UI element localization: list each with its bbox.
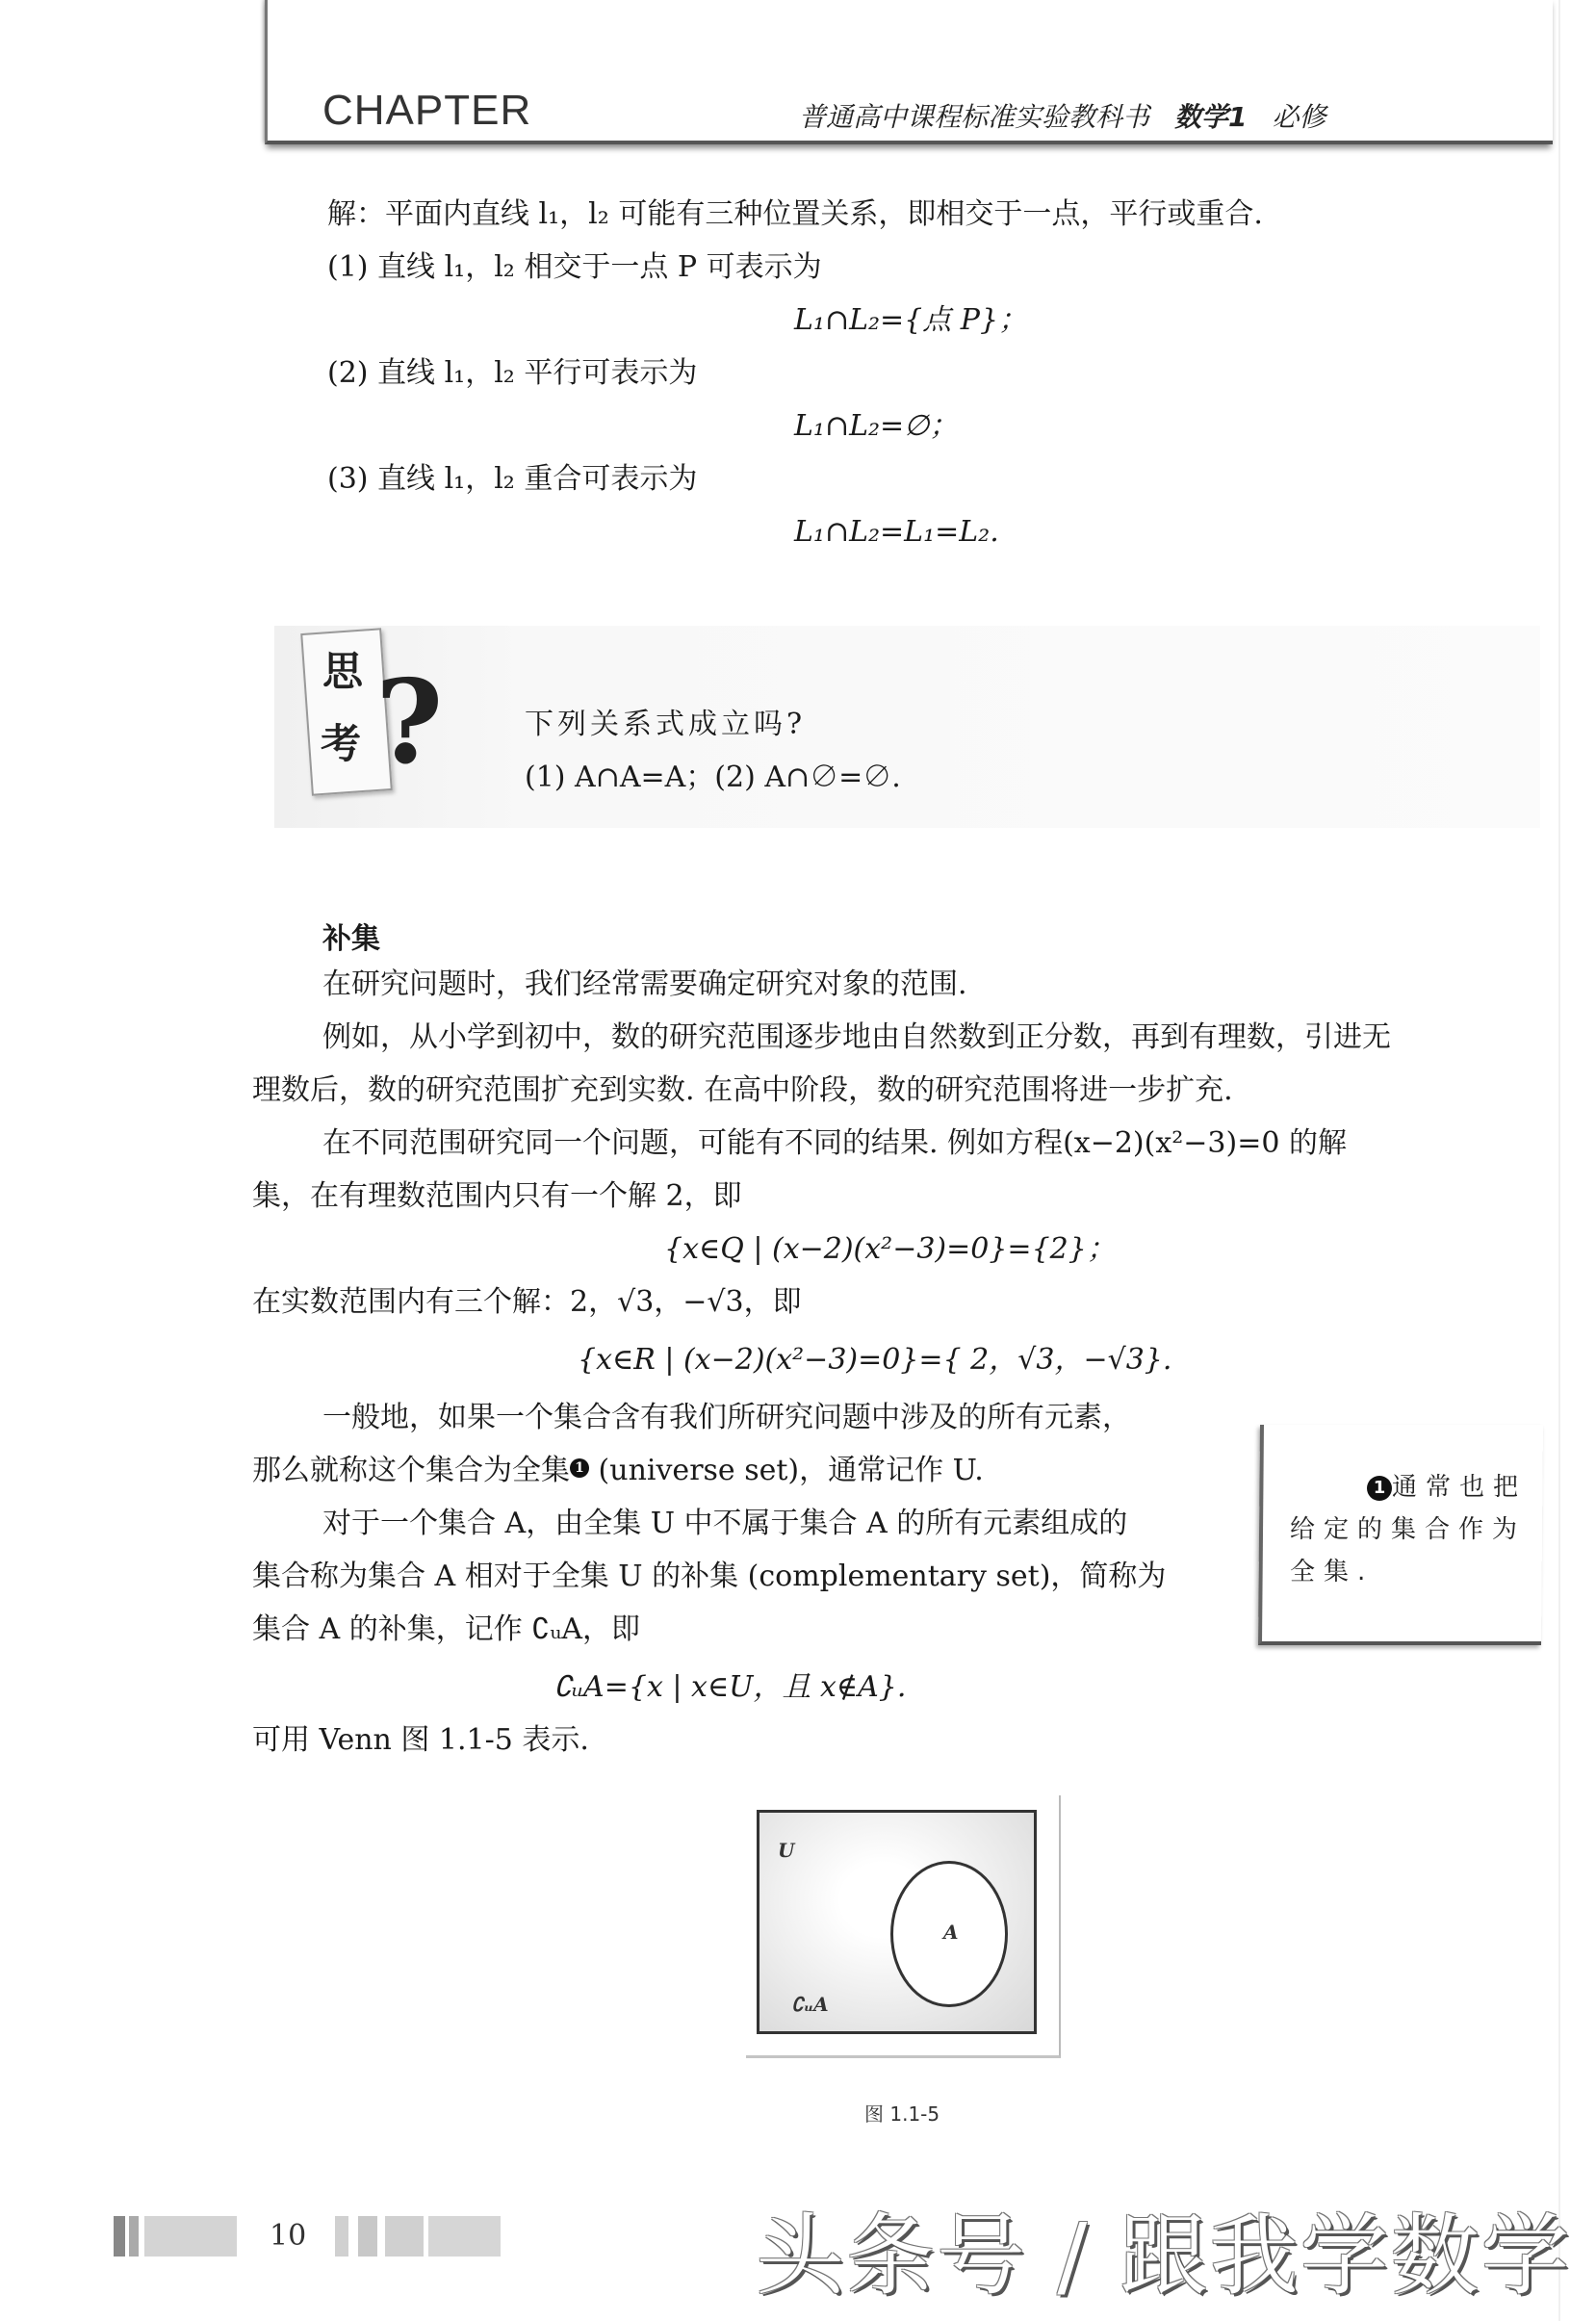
footer-bar-mid bbox=[129, 2216, 139, 2257]
book-series: 普通高中课程标准实验教科书 bbox=[799, 101, 1150, 133]
universe-text: 那么就称这个集合为全集 bbox=[252, 1454, 570, 1487]
real-solutions-intro: 在实数范围内有三个解：2，√3，−√3，即 bbox=[252, 1285, 802, 1319]
figure-caption: 图 1.1-5 bbox=[864, 2102, 940, 2126]
para-3-line-1: 在不同范围研究同一个问题，可能有不同的结果. 例如方程(x−2)(x²−3)=0 的解 bbox=[322, 1126, 1347, 1160]
book-subject: 数学1 bbox=[1174, 101, 1248, 133]
footer-bar-right-1 bbox=[335, 2216, 348, 2257]
footer-bar-right-4 bbox=[428, 2216, 501, 2257]
equation-rational: {x∈Q | (x−2)(x²−3)=0}={2}； bbox=[664, 1232, 1116, 1266]
watermark: 头条号 / 跟我学数学 bbox=[756, 2205, 1572, 2308]
book-volume: 必修 bbox=[1272, 101, 1326, 133]
para-1-line-1: 在研究问题时，我们经常需要确定研究对象的范围. bbox=[322, 967, 967, 1001]
footer-bar-dark bbox=[114, 2216, 125, 2257]
case-2-equation: L₁∩L₂=∅； bbox=[794, 409, 959, 443]
venn-reference: 可用 Venn 图 1.1-5 表示. bbox=[252, 1723, 589, 1757]
universe-term: (universe set)，通常记作 U. bbox=[598, 1454, 984, 1487]
universe-para-line-2 bbox=[252, 1454, 984, 1488]
footer-bar-right-3 bbox=[385, 2216, 424, 2257]
venn-label-universe: U bbox=[778, 1839, 795, 1862]
book-title bbox=[799, 96, 1326, 135]
footer-bar-light bbox=[144, 2216, 237, 2257]
footnote-marker-icon[interactable]: 1 bbox=[570, 1458, 589, 1478]
chapter-label: CHAPTER bbox=[322, 87, 532, 134]
para-2-line-2: 理数后，数的研究范围扩充到实数. 在高中阶段，数的研究范围将进一步扩充. bbox=[252, 1073, 1233, 1107]
equation-real: {x∈R | (x−2)(x²−3)=0}={ 2，√3，−√3}. bbox=[578, 1343, 1172, 1377]
margin-note-line-2: 给定的集合作为 bbox=[1290, 1515, 1527, 1544]
section-heading-complement: 补集 bbox=[322, 922, 380, 956]
margin-note-line-3: 全集. bbox=[1290, 1558, 1375, 1586]
case-1-equation: L₁∩L₂={点 P}； bbox=[794, 303, 1028, 337]
footer-bar-right-2 bbox=[358, 2216, 377, 2257]
page-number: 10 bbox=[270, 2219, 307, 2253]
case-2-label: (2) 直线 l₁，l₂ 平行可表示为 bbox=[327, 356, 698, 390]
venn-label-complement: ∁ᵤA bbox=[791, 1993, 829, 2016]
question-mark-icon: ? bbox=[375, 655, 444, 790]
case-1-label: (1) 直线 l₁，l₂ 相交于一点 P 可表示为 bbox=[327, 250, 822, 284]
think-badge-char-2: 考 bbox=[321, 720, 362, 767]
case-3-label: (3) 直线 l₁，l₂ 重合可表示为 bbox=[327, 462, 698, 496]
equation-complement: ∁ᵤA={x | x∈U，且 x∉A}. bbox=[553, 1670, 907, 1704]
para-3-line-2: 集，在有理数范围内只有一个解 2，即 bbox=[252, 1179, 742, 1213]
case-3-equation: L₁∩L₂=L₁=L₂. bbox=[794, 515, 999, 549]
complement-para-line-1: 对于一个集合 A，由全集 U 中不属于集合 A 的所有元素组成的 bbox=[322, 1507, 1128, 1540]
universe-para-line-1: 一般地，如果一个集合含有我们所研究问题中涉及的所有元素， bbox=[322, 1401, 1131, 1434]
think-box bbox=[274, 626, 1540, 828]
think-badge-char-1: 思 bbox=[322, 648, 364, 695]
think-items: (1) A∩A=A；(2) A∩∅=∅. bbox=[525, 761, 901, 794]
solution-intro: 解：平面内直线 l₁，l₂ 可能有三种位置关系，即相交于一点，平行或重合. bbox=[327, 197, 1263, 231]
think-question: 下列关系式成立吗? bbox=[525, 708, 807, 741]
complement-para-line-3: 集合 A 的补集，记作 ∁ᵤA，即 bbox=[252, 1612, 640, 1646]
margin-note-line-1: 1 通常也把 bbox=[1367, 1466, 1527, 1509]
para-2-line-1: 例如，从小学到初中，数的研究范围逐步地由自然数到正分数，再到有理数，引进无 bbox=[322, 1020, 1391, 1054]
scan-edge bbox=[1558, 0, 1560, 2321]
footnote-marker-icon: 1 bbox=[1367, 1476, 1392, 1501]
complement-para-line-2: 集合称为集合 A 相对于全集 U 的补集 (complementary set)，简称为 bbox=[252, 1560, 1167, 1593]
venn-label-set: A bbox=[943, 1921, 959, 1944]
